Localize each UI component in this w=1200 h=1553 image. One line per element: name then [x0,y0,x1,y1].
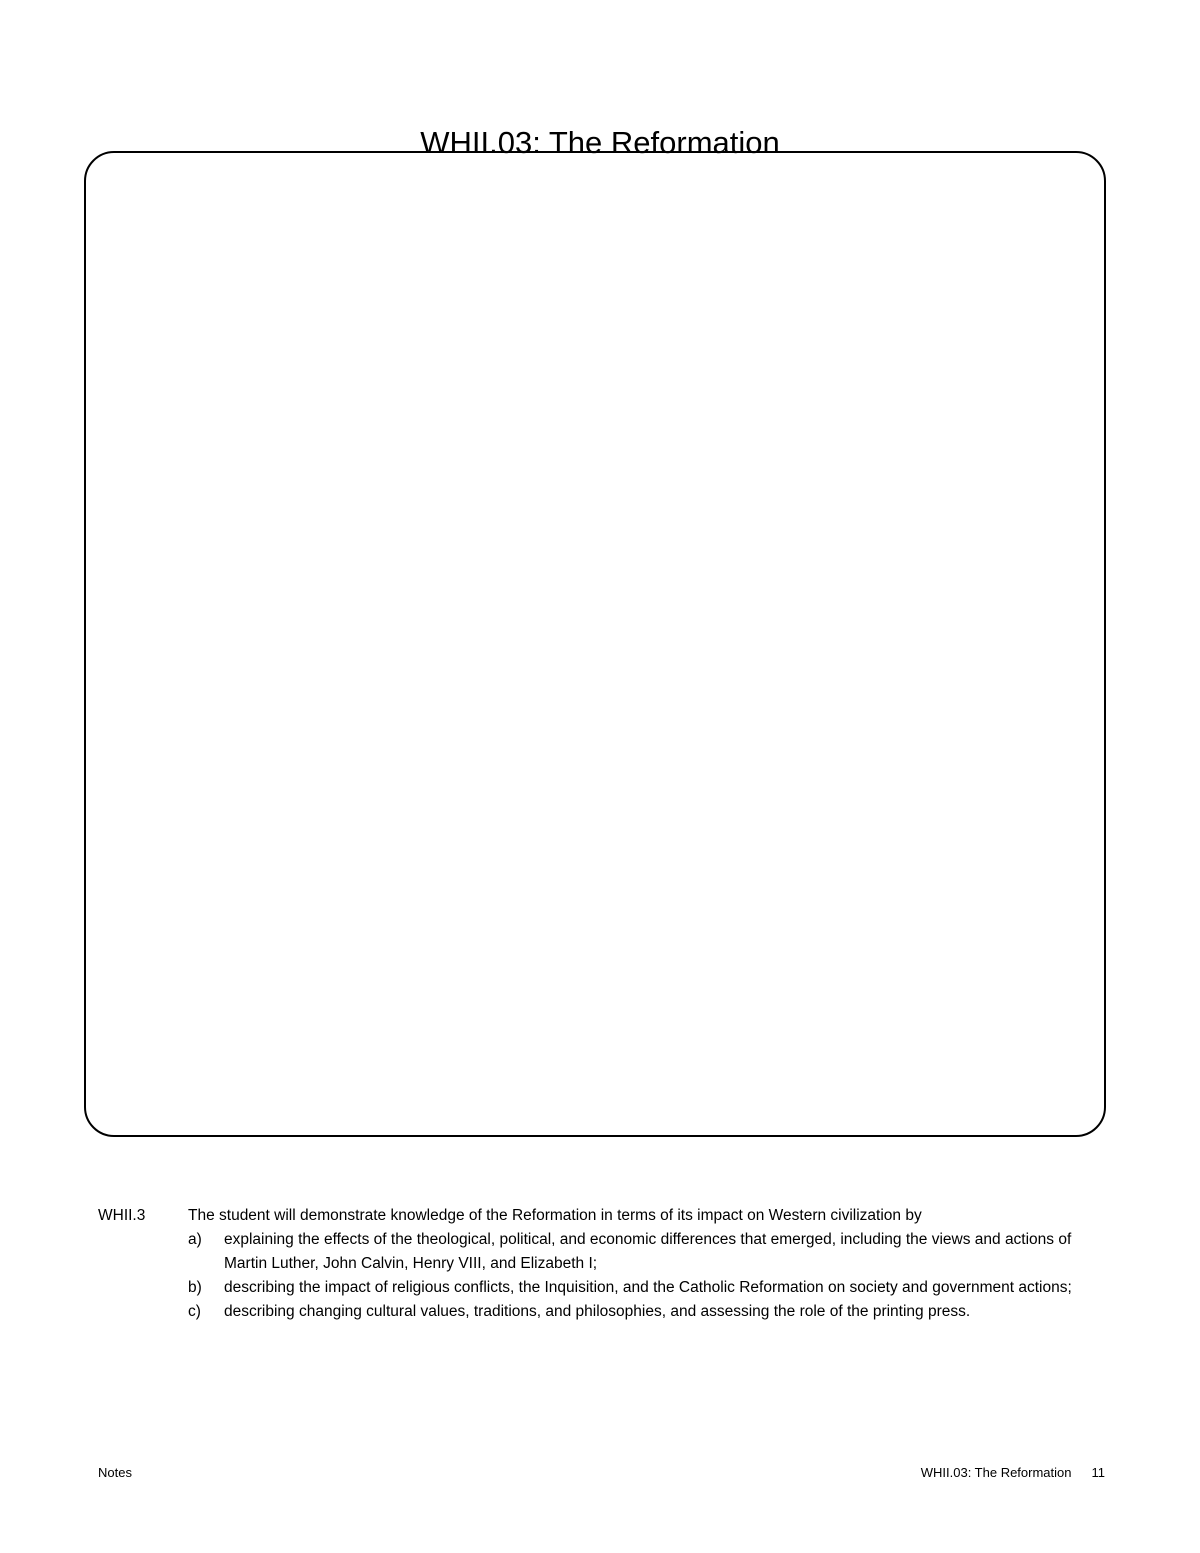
standard-section [98,1204,1108,1324]
item-letter: a) [188,1231,202,1248]
standard-item-b [188,1276,1108,1300]
standard-intro-row [98,1204,1108,1228]
page-number: 11 [1091,1465,1105,1480]
item-text: explaining the effects of the theological, political, and economic differences that emerged, including the views and actions of Martin Luther, John Calvin, Henry VIII, and Elizabeth I; [224,1231,1072,1272]
footer-notes-label: Notes [98,1465,132,1480]
item-letter: c) [188,1303,201,1320]
item-text: describing the impact of religious conflicts, the Inquisition, and the Catholic Reformation on society and government actions; [224,1279,1072,1296]
standard-code: WHII.3 [98,1207,146,1224]
page-title: WHII.03: The Reformation [420,124,780,160]
notes-box [84,151,1106,1137]
standard-intro: The student will demonstrate knowledge of the Reformation in terms of its impact on Western civilization by [188,1207,922,1224]
standard-item-a [188,1228,1108,1276]
footer-title: WHII.03: The Reformation [920,1465,1072,1480]
item-letter: b) [188,1279,202,1296]
standard-items [188,1228,1108,1324]
footer-right [921,1464,1105,1482]
item-text: describing changing cultural values, traditions, and philosophies, and assessing the role of the printing press. [224,1303,971,1320]
standard-item-c [188,1300,1108,1324]
